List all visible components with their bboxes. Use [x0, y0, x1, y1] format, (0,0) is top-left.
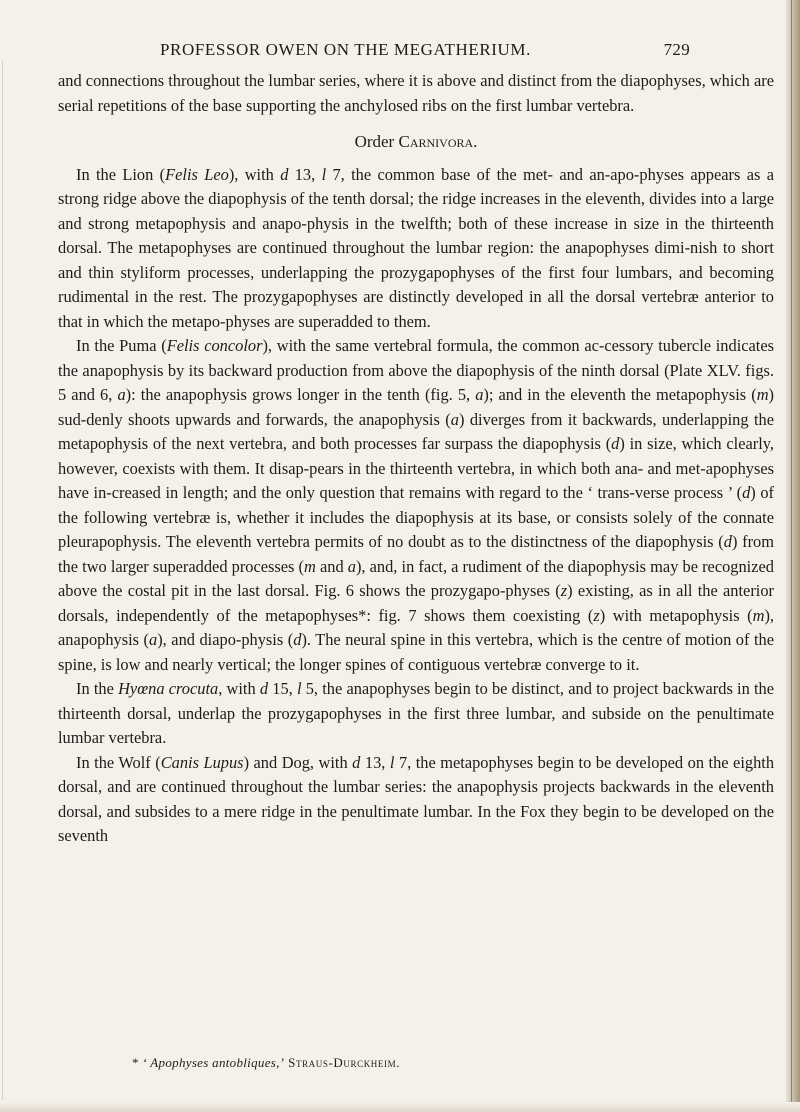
text-run: ) sud-denly shoots upwards and forwards, the anapophysis (	[58, 385, 774, 429]
text-run: ) of the following vertebræ is, whether it includes the diapophysis at its base, or consists solely of the connate pleurapophysis. The eleventh vertebra permits of no doubt as to the distinctness of the diapophysis (	[58, 483, 774, 551]
text-run: ), with	[228, 164, 281, 184]
italic-term: m	[304, 556, 316, 576]
footnote-quote: ‘ Apophyses antobliques,’	[142, 1055, 285, 1070]
text-run: ) from the two larger superadded processes (	[58, 532, 774, 576]
italic-term: Canis Lupus	[160, 752, 244, 772]
italic-term: m	[752, 605, 765, 625]
bottom-edge-shadow	[0, 1102, 800, 1112]
italic-term: a	[117, 385, 126, 404]
text-run: and	[315, 556, 348, 576]
footnote-author: Straus-Durckheim.	[284, 1055, 401, 1070]
text-run: ) and Dog, with	[243, 752, 353, 772]
italic-term: a	[450, 409, 459, 429]
page-edge-shadow	[786, 0, 800, 1112]
text-run: ), and, in fact, a rudiment of the diapophysis may be recognized above the costal pit in the last dorsal. Fig. 6 shows the prozygapo-physes (	[58, 556, 774, 600]
text-run: 7, the metapophyses begin to be developed on the eighth dorsal, and are continued throughout the lumbar series: the anapophysis projects backwards in the eleventh dorsal, and subsides to a mere ridge in the penultimate lumbar. In the Fox they begin to be developed on the seventh	[58, 752, 775, 845]
text-run: 7, the common base of the met- and an-apo-physes appears as a strong ridge above the diapophysis of the tenth dorsal; the ridge increases in the eleventh, divides into a large and strong metapophysis and anapo-physis in the twelfth; both of these increase in size in the thirteenth dorsal. The metapophyses are continued throughout the lumbar region: the anapophyses dimi-nish to short and thin styliform processes, underlapping the prozygapophyses of the first four lumbars, and becoming rudimental in the rest. The prozygapophyses are distinctly developed in all the dorsal vertebræ anterior to that in which the metapo-physes are superadded to them.	[58, 164, 774, 331]
italic-term: d	[742, 483, 751, 502]
italic-term: a	[475, 385, 484, 404]
italic-term: d	[611, 434, 620, 453]
paragraph-wolf	[58, 751, 774, 849]
text-run: , with	[218, 679, 260, 698]
body-text	[58, 69, 774, 849]
text-run: ), anapophysis (	[58, 605, 774, 649]
text-run: ) existing, as in all the anterior dorsals, independently of the metapophyses*: fig. 7 shows them coexisting (	[58, 581, 774, 625]
text-run: In the Lion (	[76, 164, 166, 184]
text-run: ) diverges from it backwards, underlapping the metapophysis of the next vertebra, and both processes far surpass the diapophysis (	[58, 409, 774, 453]
footnote	[132, 1055, 400, 1071]
text-run: In the Wolf (	[76, 752, 161, 772]
text-run: 13,	[360, 752, 390, 772]
italic-term: z	[560, 581, 568, 600]
text-run: 15,	[268, 679, 297, 698]
text-run: In the	[76, 679, 119, 698]
italic-term: l	[296, 679, 302, 698]
italic-term: l	[389, 752, 395, 772]
text-run: and connections throughout the lumbar series, where it is above and distinct from the diapophyses, which are serial repetitions of the base supporting the anchylosed ribs on the first lumbar vertebra.	[58, 71, 774, 115]
italic-term: d	[352, 752, 361, 772]
italic-term: d	[280, 164, 289, 184]
italic-term: z	[593, 605, 600, 625]
paragraph-hyaena	[58, 677, 774, 751]
heading-prefix: Order	[354, 132, 399, 151]
text-run: ), and diapo-physis (	[157, 630, 294, 649]
italic-term: Hyœna crocuta	[118, 679, 219, 698]
text-run: In the Puma (	[76, 336, 167, 355]
italic-term: a	[347, 556, 356, 576]
text-run: ), with the same vertebral formula, the common ac-cessory tubercle indicates the anapophysis by its backward production from above the diapophysis of the ninth dorsal (Plate XLV. figs. 5 and 6,	[58, 336, 775, 404]
italic-term: a	[149, 630, 158, 649]
paragraph-lion	[58, 163, 774, 335]
italic-term: d	[723, 532, 732, 551]
heading-order-name: Carnivora.	[398, 132, 478, 151]
text-run: ). The neural spine in this vertebra, which is the centre of motion of the spine, is low and nearly vertical; the longer spines of contiguous vertebræ converge to it.	[58, 630, 774, 674]
page-number: 729	[663, 40, 690, 59]
running-header	[160, 40, 690, 60]
text-run: 5, the anapophyses begin to be distinct, and to project backwards in the thirteenth dorsal, underlap the prozygapophyses in the first three lumbar, and subside on the penultimate lumbar vertebra.	[58, 679, 775, 747]
text-run: ): the anapophysis grows longer in the tenth (fig. 5,	[125, 385, 476, 404]
text-run: ) in size, which clearly, however, coexists with them. It disap-pears in the thirteenth vertebra, in which both ana- and met-apophyses have in-creased in length; and the only question that remains with regard to the ‘ trans-verse process ’ (	[58, 434, 774, 502]
text-run: ) with metapophysis (	[599, 605, 753, 625]
italic-term: d	[259, 679, 269, 698]
italic-term: l	[321, 164, 327, 184]
section-heading	[58, 130, 774, 155]
text-run: 13,	[288, 164, 322, 184]
italic-term: d	[293, 630, 302, 649]
text-run: ); and in the eleventh the metapophysis (	[483, 385, 757, 404]
paragraph-puma	[58, 334, 774, 677]
running-title: PROFESSOR OWEN ON THE MEGATHERIUM.	[160, 40, 531, 59]
paragraph-connections	[58, 69, 774, 118]
left-margin-line	[2, 60, 3, 1100]
italic-term: Felis Leo	[165, 164, 229, 184]
italic-term: Felis concolor	[166, 336, 263, 355]
italic-term: m	[756, 385, 769, 404]
footnote-marker: *	[132, 1055, 143, 1070]
